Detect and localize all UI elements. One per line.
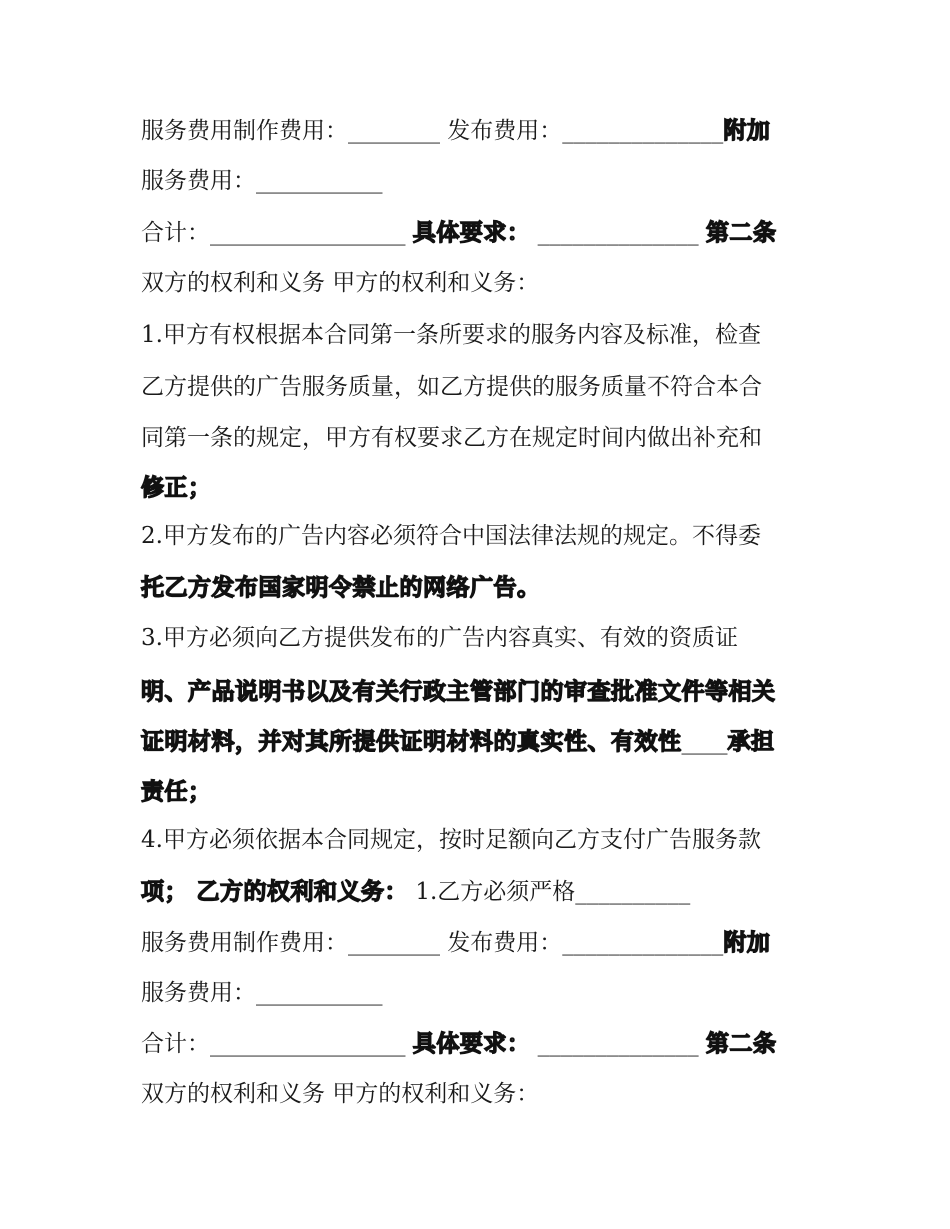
requirements-blank: ______________: [537, 220, 699, 246]
total-line: [141, 218, 776, 248]
clause-4-outline-text: 项； 乙方的权利和义务：: [141, 879, 409, 905]
total-line-repeat: [141, 1029, 776, 1059]
service-fee-line-repeat: 服务费用：___________: [141, 980, 383, 1006]
fee-text: 服务费用制作费用：________ 发布费用：______________: [141, 118, 724, 144]
clause-1-line-3: 同第一条的规定，甲方有权要求乙方在规定时间内做出补充和: [141, 425, 762, 451]
clause-3-line-3-end: 承担: [727, 729, 775, 755]
rights-heading-repeat: 双方的权利和义务 甲方的权利和义务：: [141, 1081, 540, 1107]
article-two-label-repeat: 第二条: [705, 1031, 777, 1057]
clause-2-line-2: 托乙方发布国家明令禁止的网络广告。: [141, 575, 541, 601]
clause-4-line-1: 4.甲方必须依据本合同规定，按时足额向乙方支付广告服务款: [141, 827, 761, 853]
clause-3-line-3-text: 证明材料，并对其所提供证明材料的真实性、有效性: [141, 729, 682, 755]
fee-line: [141, 116, 770, 146]
fee-outline-text-repeat: 附加: [723, 930, 771, 956]
clause-4-text: 1.乙方必须严格__________: [415, 879, 691, 905]
service-fee-line: 服务费用：___________: [141, 168, 383, 194]
clause-4-line-2: [141, 877, 690, 907]
clause-2-line-1: 2.甲方发布的广告内容必须符合中国法律法规的规定。不得委: [141, 523, 761, 549]
clause-1-line-4: 修正；: [141, 475, 212, 501]
rights-heading: 双方的权利和义务 甲方的权利和义务：: [141, 270, 540, 296]
fee-line-repeat: [141, 928, 770, 958]
clause-1-line-1: 1.甲方有权根据本合同第一条所要求的服务内容及标准，检查: [141, 322, 761, 348]
requirements-blank-repeat: ______________: [537, 1031, 699, 1057]
requirements-label: 具体要求：: [412, 220, 531, 246]
clause-1-line-2: 乙方提供的广告服务质量，如乙方提供的服务质量不符合本合: [141, 374, 762, 400]
clause-3-line-3: [141, 727, 775, 757]
article-two-label: 第二条: [705, 220, 777, 246]
fee-outline-text: 附加: [723, 118, 771, 144]
requirements-label-repeat: 具体要求：: [412, 1031, 531, 1057]
fee-text-repeat: 服务费用制作费用：________ 发布费用：______________: [141, 930, 724, 956]
clause-3-line-2: 明、产品说明书以及有关行政主管部门的审查批准文件等相关: [141, 679, 776, 705]
clause-3-blank: ____: [681, 729, 728, 755]
clause-3-line-1: 3.甲方必须向乙方提供发布的广告内容真实、有效的资质证: [141, 625, 738, 651]
total-text: 合计：_________________: [141, 220, 406, 246]
total-text-repeat: 合计：_________________: [141, 1031, 406, 1057]
clause-3-line-4: 责任；: [141, 779, 212, 805]
